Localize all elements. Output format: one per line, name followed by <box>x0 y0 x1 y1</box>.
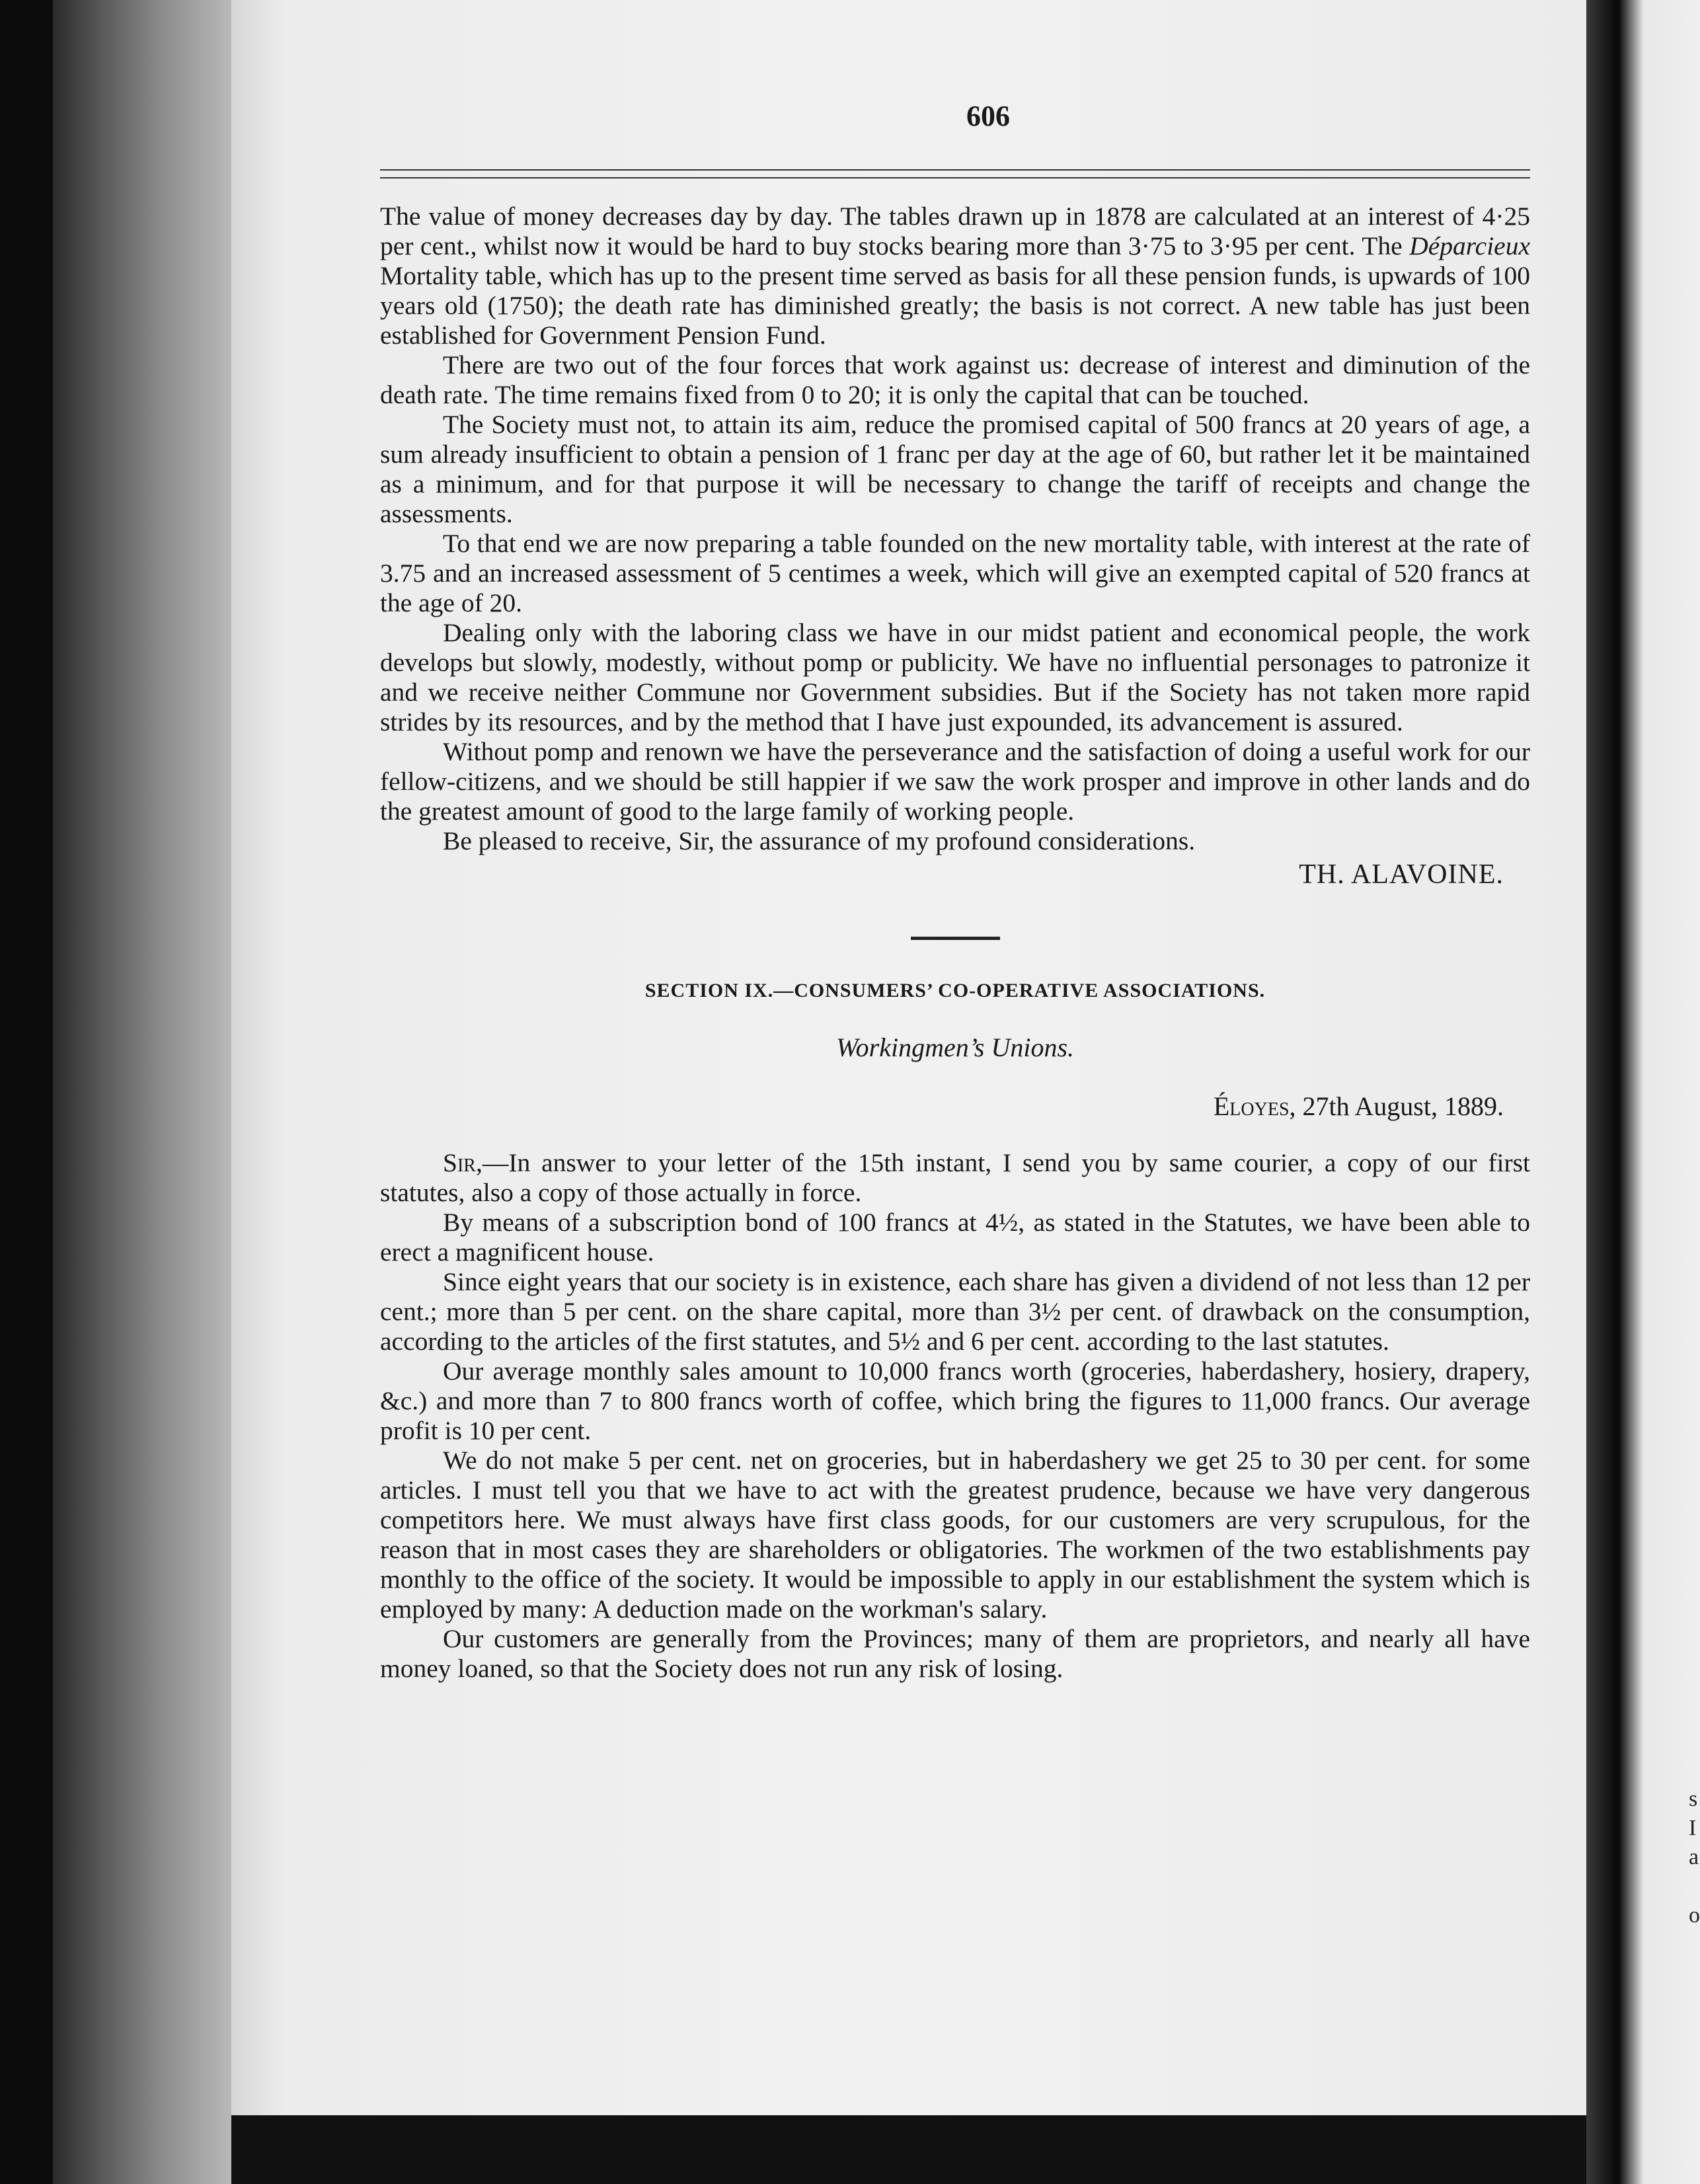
fragment-line <box>1689 1872 1700 1901</box>
signature: TH. ALAVOINE. <box>1299 859 1504 890</box>
paragraph: Without pomp and renown we have the perseverance and the satisfaction of doing a useful work for our fellow-citizens, and we should be still happier if we saw the work prosper and improve in other lands and do the greatest amount of good to the large family of working people. <box>380 737 1530 826</box>
paragraph: Dealing only with the laboring class we have in our midst patient and economical people, the work develops but slowly, modestly, without pomp or publicity. We have no influential personages to patronize it and we receive neither Commune nor Government subsidies. But if the Society has not taken more rapid strides by its resources, and by the method that I have just expounded, its advancement is assured. <box>380 618 1530 736</box>
emphasis: Déparcieux <box>1409 231 1530 260</box>
fragment-line: a <box>1689 1845 1699 1869</box>
paragraph: To that end we are now preparing a table founded on the new mortality table, with interest at the rate of 3.75 and an increased assessment of 5 centimes a week, which will give an exempted capital of 520 francs at the age of 20. <box>380 529 1530 617</box>
section-heading: SECTION IX.—CONSUMERS’ CO-OPERATIVE ASSOCIATIONS. <box>644 980 1266 1001</box>
facing-page-edge <box>1619 0 1700 2184</box>
paragraph: The Society must not, to attain its aim, reduce the promised capital of 500 francs at 20 years of age, a sum already insufficient to obtain a pension of 1 franc per day at the age of 60, but rather let it be maintained as a minimum, and for that purpose it will be necessary to change the tariff of receipts and change the assessments. <box>380 410 1530 528</box>
paragraph <box>380 1148 1530 1208</box>
fragment-line: I <box>1689 1816 1697 1840</box>
header-rule <box>380 169 1530 178</box>
book-spine-shadow <box>53 0 231 2184</box>
page-content <box>380 99 1530 1684</box>
fragment-line: s <box>1689 1787 1698 1811</box>
paragraph: The value of money decreases day by day. The tables drawn up in 1878 are calculated at an interest of 4·25 per cent., whilst now it would be hard to buy stocks bearing more than 3·75 to 3·95 per cent. The Déparcieux Mortality table, which has up to the present time served as basis for all these pension funds, is upwards of 100 years old (1750); the death rate has diminished greatly; the basis is not correct. A new table has just been established for Government Pension Fund. <box>380 202 1530 350</box>
paragraph: There are two out of the four forces that work against us: decrease of interest and diminution of the death rate. The time remains fixed from 0 to 20; it is only the capital that can be touched. <box>380 350 1530 409</box>
dateline-date: , 27th August, 1889. <box>1289 1091 1504 1121</box>
paragraph: We do not make 5 per cent. net on groceries, but in haberdashery we get 25 to 30 per cent. for some articles. I must tell you that we have to act with the greatest prudence, because we have very dangerous competitors here. We must always have first class goods, for our customers are very scrupulous, for the reason that in most cases they are shareholders or obligatories. The workmen of the two establishments pay monthly to the office of the society. It would be impossible to apply in our establishment the system which is employed by many: A deduction made on the workman's salary. <box>380 1446 1530 1623</box>
paragraph: Be pleased to receive, Sir, the assurance of my profound considerations. <box>443 826 1196 855</box>
paragraph: Our customers are generally from the Provinces; many of them are proprietors, and nearly all have money loaned, so that the Society does not run any risk of losing. <box>380 1624 1530 1683</box>
salutation: Sir, <box>443 1148 483 1177</box>
subheading: Workingmen’s Unions. <box>835 1033 1075 1062</box>
dateline <box>380 1091 1504 1122</box>
page-number: 606 <box>966 100 1010 132</box>
section-divider <box>911 937 1000 940</box>
letter-alavoine <box>380 202 1530 856</box>
dateline-place: Éloyes <box>1213 1091 1290 1121</box>
paragraph-text: —In answer to your letter of the 15th instant, I send you by same courier, a copy of our first statutes, also a copy of those actually in force. <box>380 1148 1530 1207</box>
paragraph: Since eight years that our society is in existence, each share has given a dividend of not less than 12 per cent.; more than 5 per cent. on the share capital, more than 3½ per cent. of drawback on the consumption, according to the articles of the first statutes, and 5½ and 6 per cent. according to the last statutes. <box>380 1267 1530 1356</box>
scan-border-left <box>0 0 53 2184</box>
paragraph: Our average monthly sales amount to 10,000 francs worth (groceries, haberdashery, hosiery, drapery, &c.) and more than 7 to 800 francs worth of coffee, which bring the figures to 11,000 francs. Our average profit is 10 per cent. <box>380 1356 1530 1445</box>
fragment-line: o <box>1689 1903 1700 1928</box>
facing-page-text-fragment <box>1689 1785 1700 1930</box>
letter-eloyes <box>380 1148 1530 1684</box>
paragraph: By means of a subscription bond of 100 francs at 4½, as stated in the Statutes, we have been able to erect a magnificent house. <box>380 1208 1530 1267</box>
scan-border-bottom <box>231 2115 1586 2184</box>
